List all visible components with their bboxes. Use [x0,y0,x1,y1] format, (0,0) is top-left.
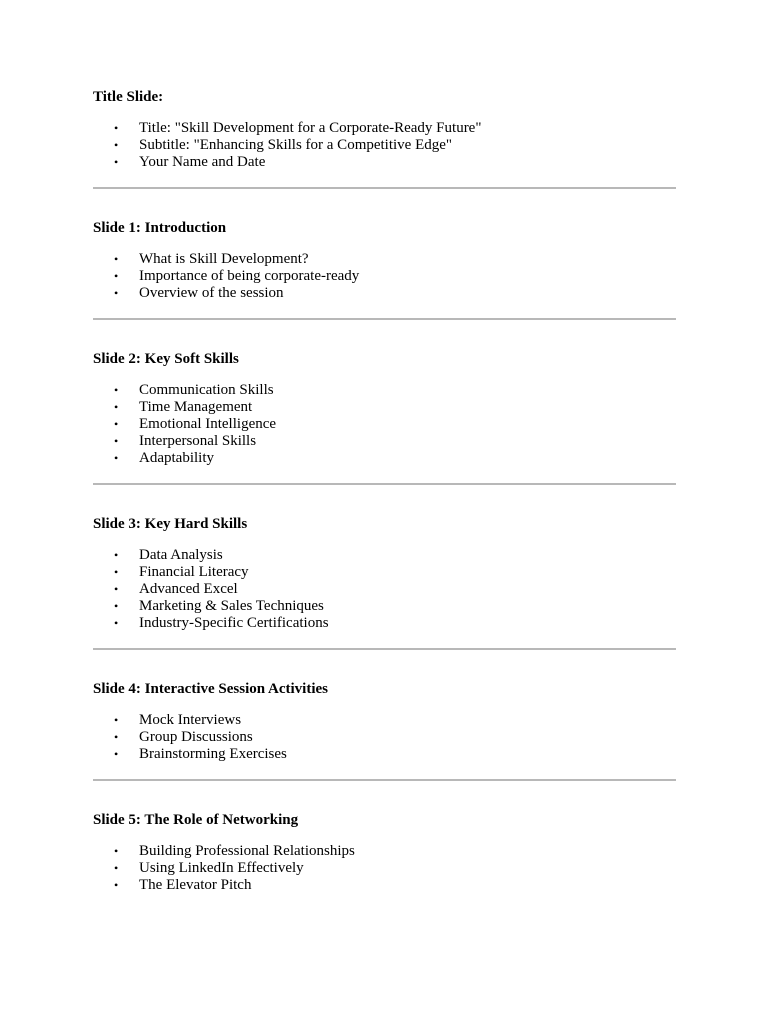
section-heading: Slide 1: Introduction [93,220,227,236]
list-item [93,598,676,615]
list-item [93,877,676,894]
list-item-text: Advanced Excel [139,581,238,597]
slide-section [93,680,676,781]
slide-section [93,88,676,189]
bullet-list [93,547,676,632]
bullet-icon: • [114,417,119,431]
list-item-text: Building Professional Relationships [139,843,355,859]
slide-section [93,515,676,650]
list-item [93,416,676,433]
list-item-text: Title: "Skill Development for a Corporate-Ready Future" [139,120,482,136]
bullet-icon: • [114,599,119,613]
bullet-icon: • [114,155,119,169]
slide-section [93,350,676,485]
bullet-icon: • [114,747,119,761]
section-heading: Title Slide: [93,89,164,105]
list-item [93,285,676,302]
slide-section [93,811,676,894]
list-item-text: Overview of the session [139,285,284,301]
bullet-icon: • [114,565,119,579]
list-item [93,564,676,581]
list-item [93,843,676,860]
list-item-text: Data Analysis [139,547,223,563]
bullet-icon: • [114,878,119,892]
section-divider [93,648,676,650]
list-item [93,251,676,268]
bullet-icon: • [114,400,119,414]
bullet-icon: • [114,861,119,875]
list-item-text: Interpersonal Skills [139,433,257,449]
bullet-icon: • [114,616,119,630]
list-item [93,154,676,171]
list-item-text: Mock Interviews [139,712,242,728]
list-item-text: The Elevator Pitch [139,877,252,893]
bullet-icon: • [114,713,119,727]
list-item-text: What is Skill Development? [139,251,309,267]
bullet-icon: • [114,269,119,283]
list-item [93,450,676,467]
list-item-text: Adaptability [139,450,214,466]
bullet-icon: • [114,121,119,135]
list-item [93,729,676,746]
list-item [93,615,676,632]
list-item [93,399,676,416]
bullet-list [93,382,676,467]
list-item-text: Emotional Intelligence [139,416,277,432]
list-item-text: Your Name and Date [139,154,266,170]
list-item-text: Brainstorming Exercises [139,746,287,762]
bullet-icon: • [114,383,119,397]
bullet-icon: • [114,286,119,300]
section-divider [93,187,676,189]
bullet-list [93,120,676,171]
list-item-text: Industry-Specific Certifications [139,615,329,631]
section-heading: Slide 3: Key Hard Skills [93,516,248,532]
list-item-text: Communication Skills [139,382,274,398]
list-item-text: Financial Literacy [139,564,249,580]
section-heading: Slide 5: The Role of Networking [93,812,299,828]
document-body [93,88,676,894]
section-divider [93,483,676,485]
list-item [93,268,676,285]
section-divider [93,779,676,781]
section-heading: Slide 2: Key Soft Skills [93,351,239,367]
list-item-text: Importance of being corporate-ready [139,268,360,284]
list-item [93,137,676,154]
list-item [93,382,676,399]
list-item-text: Subtitle: "Enhancing Skills for a Competitive Edge" [139,137,453,153]
slide-section [93,219,676,320]
list-item-text: Time Management [139,399,253,415]
bullet-icon: • [114,548,119,562]
bullet-list [93,251,676,302]
list-item-text: Marketing & Sales Techniques [139,598,324,614]
list-item [93,712,676,729]
list-item [93,547,676,564]
bullet-icon: • [114,252,119,266]
bullet-list [93,843,676,894]
bullet-icon: • [114,434,119,448]
list-item [93,581,676,598]
list-item [93,120,676,137]
bullet-list [93,712,676,763]
list-item [93,433,676,450]
section-divider [93,318,676,320]
list-item [93,860,676,877]
section-heading: Slide 4: Interactive Session Activities [93,681,328,697]
bullet-icon: • [114,582,119,596]
bullet-icon: • [114,138,119,152]
bullet-icon: • [114,730,119,744]
bullet-icon: • [114,451,119,465]
list-item [93,746,676,763]
bullet-icon: • [114,844,119,858]
list-item-text: Group Discussions [139,729,253,745]
list-item-text: Using LinkedIn Effectively [139,860,304,876]
